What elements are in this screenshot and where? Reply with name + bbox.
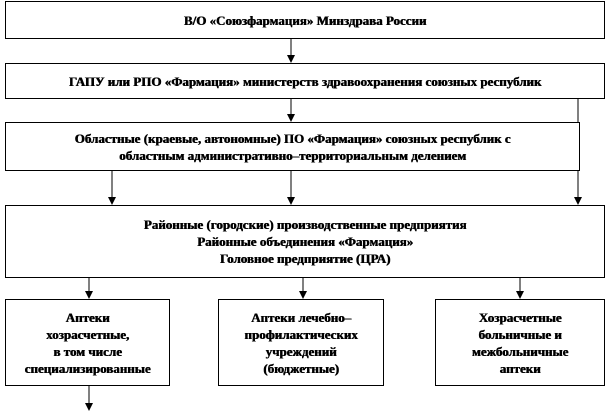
node-hospital-line: Хозрасчетные [478,309,562,325]
node-soyuzfarmatsiya-label: В/О «Союзфармация» Минздрава России [183,12,427,28]
node-hospital-line: межбольничные [471,343,569,359]
node-oblast-po-line: Областные (краевые, автономные) ПО «Фармация» союзных республик с [74,130,511,146]
node-medical-line: учреждений [265,343,337,359]
node-district-line: Районные объединения «Фармация» [196,234,413,249]
node-selfsupporting-line: в том числе [53,343,122,359]
node-selfsupporting-line: специализированные [24,360,151,376]
node-medical-line: Аптеки лечебно– [250,309,352,325]
node-hospital-line: аптеки [499,360,541,376]
node-district-line: Головное предприятие (ЦРА) [219,251,391,266]
node-medical-line: (бюджетные) [263,360,339,376]
node-hospital-line: больничные и [478,326,562,342]
node-medical-institution-pharmacies [218,299,384,386]
node-gapu-rpo-label: ГАПУ или РПО «Фармация» министерств здравоохранения союзных республик [68,73,542,89]
node-soyuzfarmatsiya [5,1,605,39]
node-gapu-rpo [5,63,605,99]
node-medical-line: профилактических [244,326,358,342]
node-hospital-pharmacies [435,299,605,386]
node-oblast-po [5,122,580,171]
node-district-line: Районные (городские) производственные предприятия [143,217,467,232]
node-selfsupporting-line: хозрасчетные, [45,326,130,342]
node-selfsupporting-line: Аптеки [65,309,110,325]
node-selfsupporting-pharmacies [5,299,170,386]
node-oblast-po-line: областным административно–территориальным делением [119,147,466,163]
node-district-enterprises [5,205,605,278]
